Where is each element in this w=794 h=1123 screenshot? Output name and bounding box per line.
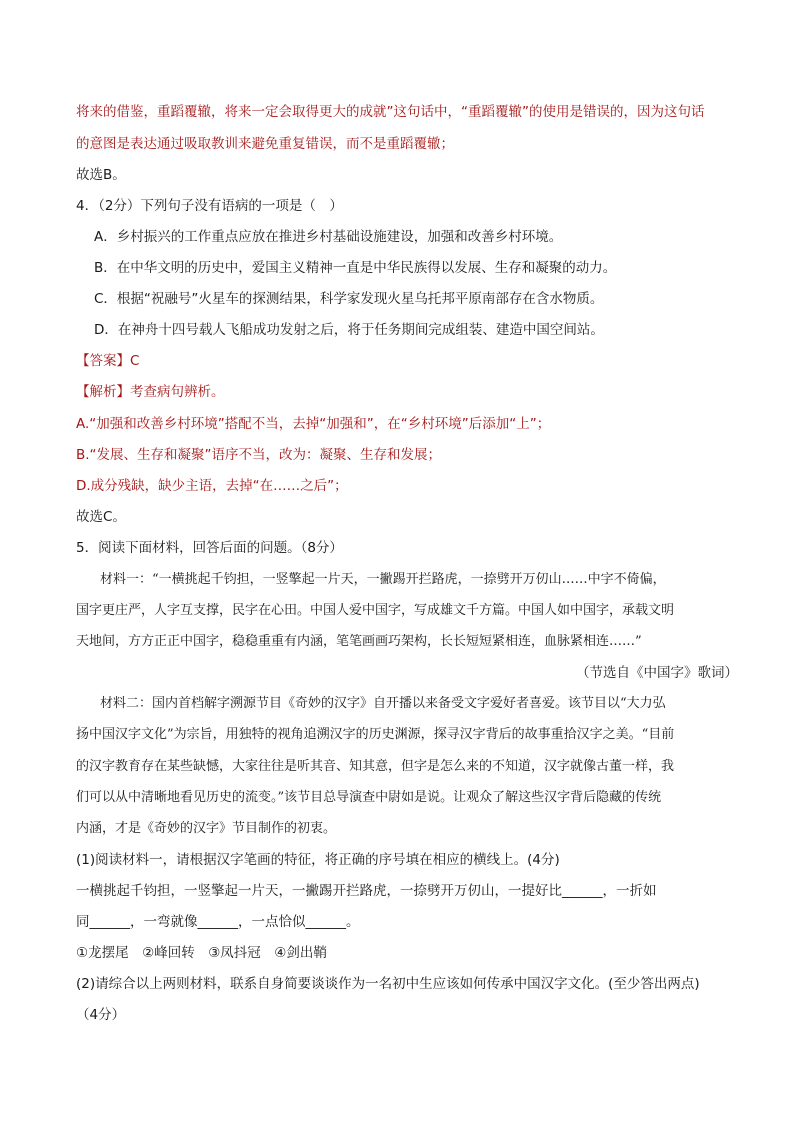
- continued-analysis-line: 的意图是表达通过吸取教训来避免重复错误，而不是重蹈覆辙；: [76, 136, 454, 152]
- material1-line: 材料一：“一横挑起千钧担，一竖擎起一片天，一撇踢开拦路虎，一捺劈开万仞山……中字不倚偏，: [100, 572, 666, 587]
- q4-option-d: D．在神舟十四号载人飞船成功发射之后，将于任务期间完成组装、建造中国空间站。: [94, 322, 604, 338]
- q3-conclusion: 故选B。: [76, 167, 126, 183]
- q5-sub2-prompt: (2)请综合以上两则材料，联系自身简要谈谈作为一名初中生应该如何传承中国汉字文化。(至少答出两点): [76, 976, 700, 992]
- q4-analysis-note-a: A.“加强和改善乡村环境”搭配不当，去掉“加强和”，在“乡村环境”后添加“上”；: [76, 416, 551, 432]
- q4-analysis-note-d: D.成分残缺，缺少主语，去掉“在……之后”；: [76, 478, 348, 494]
- q5-sub1-prompt: (1)阅读材料一，请根据汉字笔画的特征，将正确的序号填在相应的横线上。(4分): [76, 852, 560, 868]
- q4-option-a: A．乡村振兴的工作重点应放在推进乡村基础设施建设，加强和改善乡村环境。: [94, 229, 563, 245]
- material2-line: 内涵，才是《奇妙的汉字》节目制作的初衷。: [76, 821, 337, 836]
- q4-option-c: C．根据“祝融号”火星车的探测结果，科学家发现火星乌托邦平原南部存在含水物质。: [94, 291, 604, 307]
- material2-line: 们可以从中清晰地看见历史的流变。”该节目总导演查中尉如是说。让观众了解这些汉字背后隐藏的传统: [76, 790, 662, 805]
- q4-option-b: B．在中华文明的历史中，爱国主义精神一直是中华民族得以发展、生存和凝聚的动力。: [94, 260, 617, 276]
- q5-sub2-points: （4分）: [76, 1007, 126, 1023]
- q5-stem: 5．阅读下面材料，回答后面的问题。（8分）: [76, 540, 343, 556]
- q5-sub1-blank-line: 一横挑起千钧担，一竖擎起一片天，一撇踢开拦路虎，一捺劈开万仞山，一提好比______，一折如: [76, 883, 657, 899]
- q4-stem: 4．（2分）下列句子没有语病的一项是（ ）: [76, 198, 343, 214]
- q5-sub1-blank-line: 同______，一弯就像______，一点恰似______。: [76, 914, 360, 930]
- q4-analysis-note-b: B.“发展、生存和凝聚”语序不当，改为：凝聚、生存和发展；: [76, 447, 442, 463]
- material1-line: 天地间，方方正正中国字，稳稳重重有内涵，笔笔画画巧架构，长长短短紧相连，血脉紧相连……”: [76, 634, 642, 649]
- material1-source: （节选自《中国字》歌词）: [576, 665, 738, 681]
- q4-analysis-heading: 【解析】考查病句辨析。: [76, 384, 225, 400]
- q4-conclusion: 故选C。: [76, 509, 126, 525]
- material2-line: 扬中国汉字文化”为宗旨，用独特的视角追溯汉字的历史渊源，探寻汉字背后的故事重拾汉字之美。“目前: [76, 727, 675, 742]
- q5-sub1-choices: ①龙摆尾 ②峰回转 ③凤抖冠 ④剑出鞘: [76, 945, 327, 961]
- q4-answer: 【答案】C: [76, 353, 140, 369]
- material1-line: 国字更庄严，人字互支撑，民字在心田。中国人爱中国字，写成雄文千方篇。中国人如中国字，承载文明: [76, 603, 675, 618]
- material2-line: 材料二：国内首档解字溯源节目《奇妙的汉字》自开播以来备受文字爱好者喜爱。该节目以“大力弘: [100, 696, 666, 711]
- material2-line: 的汉字教育存在某些缺憾，大家往往是听其音、知其意，但字是怎么来的不知道，汉字就像古董一样，我: [76, 759, 675, 774]
- continued-analysis-line: 将来的借鉴，重蹈覆辙，将来一定会取得更大的成就”这句话中，“重蹈覆辙”的使用是错误的，因为这句话: [76, 104, 705, 120]
